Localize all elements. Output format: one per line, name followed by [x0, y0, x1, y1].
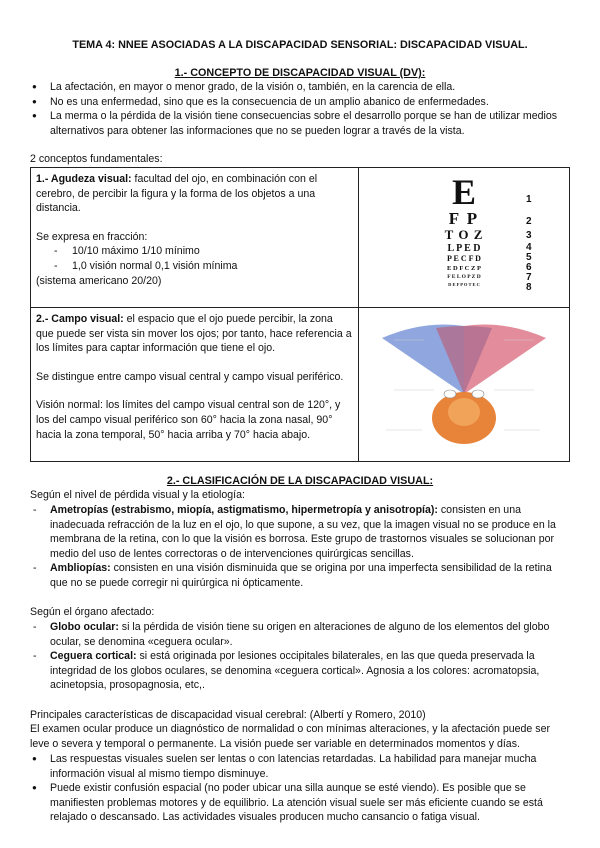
eye-chart-number: 7	[526, 272, 532, 283]
eye-chart-row: E D F C Z P	[447, 265, 481, 272]
eye-chart-row: L P E D	[447, 243, 481, 254]
eye-chart-row: D E F P O T E C	[448, 282, 480, 287]
brain-shape	[448, 398, 480, 426]
agudeza-cell	[31, 168, 359, 308]
examen-paragraph: El examen ocular produce un diagnóstico de normalidad o con mínimas alteraciones, y la afectación puede ser leve o severa y temporal o permanente. La visión puede ser variable en determinados momentos y días.	[30, 723, 550, 750]
item-label: Ambliopías:	[50, 562, 111, 575]
visual-field-diagram	[364, 312, 564, 452]
eye-chart-number: 3	[526, 230, 532, 241]
section1-heading: 1.- CONCEPTO DE DISCAPACIDAD VISUAL (DV):	[174, 67, 426, 79]
eye-chart-row: P E C F D	[447, 254, 481, 263]
principales-line: Principales características de discapacidad visual cerebral: (Albertí y Romero, 2010)	[30, 709, 426, 721]
eye-chart-number: 1	[526, 194, 532, 205]
section2-heading: 2.- CLASIFICACIÓN DE LA DISCAPACIDAD VISUAL:	[166, 475, 434, 487]
item-text: si está originada por lesiones occipitales bilaterales, en las que queda preservada la integridad de los globos oculares, se denomina «ceguera cortical». Agnosia a los colores: acromatopsia, acinetopsia, prosopagnosia, etc,.	[50, 650, 540, 692]
list-item	[30, 561, 570, 590]
campo-distingue: Se distingue entre campo visual central y campo visual periférico.	[36, 370, 344, 383]
list-item	[30, 620, 570, 649]
item-label: Globo ocular:	[50, 621, 119, 633]
characteristics-bullets	[30, 752, 570, 825]
concepts-intro: 2 conceptos fundamentales:	[30, 153, 163, 165]
organ-list	[30, 620, 570, 693]
item-text: consisten en una visión disminuida que se origina por una imperfecta sensibilidad de la retina que no se puede corregir ni quirúrgica ni ópticamente.	[50, 562, 552, 589]
item-text: consisten en una inadecuada refracción de la luz en el ojo, lo que supone, a su vez, que la imagen visual no se produce en la membrana de la retina, con lo que la visión es borrosa. Este grupo de trastornos visuales se solucionan por medio del uso de lentes correctoras o de intervenciones quirúrgicas sencillas.	[50, 504, 556, 560]
eye-chart-number: 5	[526, 252, 532, 263]
agudeza-label: 1.- Agudeza visual:	[36, 173, 132, 185]
section1-bullets	[30, 80, 570, 138]
visual-field-cell	[359, 308, 570, 462]
list-item	[30, 503, 570, 561]
eye-chart-number: 6	[526, 262, 532, 273]
campo-text: el espacio que el ojo puede percibir, la zona que puede ser vista sin mover los ojos; por tanto, hace referencia a los límites para captar información que tiene el ojo.	[36, 313, 352, 355]
eye-chart-number: 4	[526, 242, 532, 253]
eye-chart-row: T O Z	[444, 227, 484, 242]
left-eye-shape	[444, 390, 456, 398]
etiology-list	[30, 503, 570, 591]
item-text: si la pérdida de visión tiene su origen en alteraciones de alguno de los elementos del globo ocular, se denomina «ceguera ocular».	[50, 621, 550, 648]
eye-chart-row: E	[451, 172, 477, 212]
list-item: ● La afectación, en mayor o menor grado, de la visión o, también, en la carencia de ella.	[30, 80, 570, 95]
eye-chart-number: 2	[526, 216, 532, 227]
section2-intro: Según el nivel de pérdida visual y la etiología:	[30, 489, 245, 501]
campo-label: 2.- Campo visual:	[36, 313, 124, 325]
item-label: Ametropías (estrabismo, miopía, astigmatismo, hipermetropía y anisotropía):	[50, 504, 438, 516]
eye-chart-cell	[359, 168, 570, 308]
agudeza-text: facultad del ojo, en combinación con el cerebro, de percibir la figura y la forma de los objetos a una distancia.	[36, 173, 318, 215]
organ-intro: Según el órgano afectado:	[30, 606, 155, 618]
list-item: - 1,0 visión normal 0,1 visión mínima	[54, 259, 353, 274]
item-label: Ceguera cortical:	[50, 650, 137, 663]
list-item: - 10/10 máximo 1/10 mínimo	[54, 244, 353, 259]
list-item	[30, 649, 570, 693]
agudeza-note: (sistema americano 20/20)	[36, 274, 162, 287]
list-item: ● La merma o la pérdida de la visión tiene consecuencias sobre el desarrollo porque se han de utilizar medios alternativos para obtener las informaciones que no se pueden lograr a través de la vista.	[30, 109, 570, 138]
eye-chart-row: F E L O P Z D	[447, 274, 481, 280]
eye-chart-row: F P	[448, 209, 480, 228]
document-title: TEMA 4: NNEE ASOCIADAS A LA DISCAPACIDAD SENSORIAL: DISCAPACIDAD VISUAL.	[72, 39, 528, 51]
agudeza-expresa: Se expresa en fracción:	[36, 230, 148, 243]
list-item: ● Puede existir confusión espacial (no poder ubicar una silla aunque se esté viendo). Es posible que se manifiesten problemas motores y de equilibrio. La atención visual suele ser más eficiente cuando se está relajado o descansado. Las actividades visuales producen mucho cansancio o fatiga visual.	[30, 781, 570, 825]
right-eye-shape	[472, 390, 484, 398]
concepts-table	[30, 167, 570, 462]
list-item: ● Las respuestas visuales suelen ser lentas o con latencias retardadas. La habilidad para manejar mucha información visual al mismo tiempo disminuye.	[30, 752, 570, 781]
list-item: ● No es una enfermedad, sino que es la consecuencia de un amplio abanico de enfermedades.	[30, 95, 570, 110]
campo-normal: Visión normal: los límites del campo visual central son de 120°, y los del campo visual periférico son 60° hacia la zona nasal, 90° hacia la zona temporal, 50° hacia arriba y 70° hacia abajo.	[36, 399, 341, 441]
eye-chart-number: 8	[526, 282, 532, 293]
eye-chart	[364, 172, 564, 298]
campo-cell	[31, 308, 359, 462]
